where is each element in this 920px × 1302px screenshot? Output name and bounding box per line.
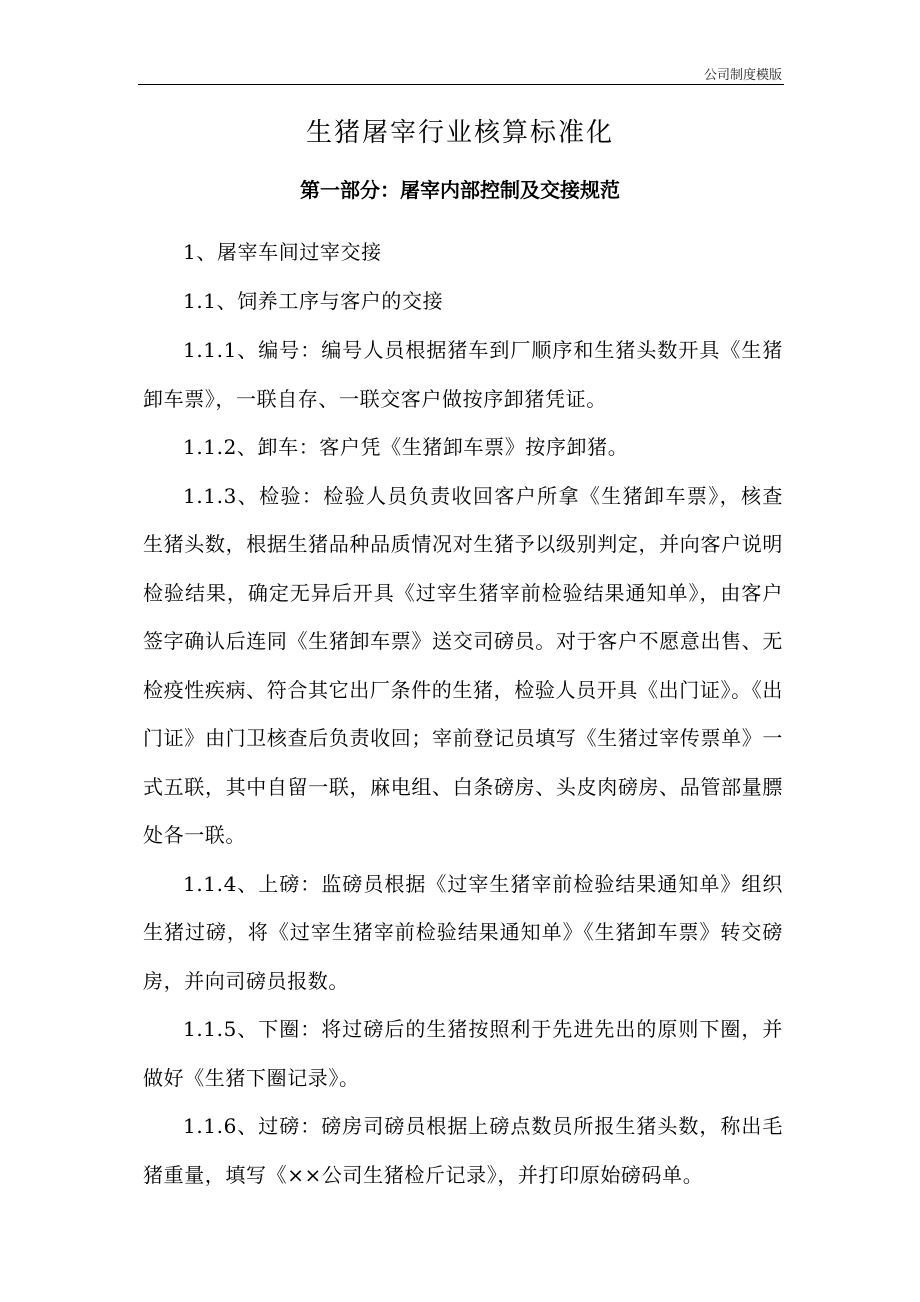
document-body xyxy=(143,228,783,1199)
header-label: 公司制度模版 xyxy=(703,68,782,83)
document-subtitle: 第一部分：屠宰内部控制及交接规范 xyxy=(300,178,620,202)
section-heading-1-1: 1.1、饲养工序与客户的交接 xyxy=(183,289,444,313)
document-title: 生猪屠宰行业核算标准化 xyxy=(305,118,614,148)
paragraph-weighing: 1.1.6、过磅：磅房司磅员根据上磅点数员所报生猪头数，称出毛猪重量，填写《××公司生猪检斤记录》，并打印原始磅码单。 xyxy=(143,1114,783,1187)
header-rule xyxy=(138,84,784,85)
paragraph-unloading: 1.1.2、卸车：客户凭《生猪卸车票》按序卸猪。 xyxy=(183,435,629,459)
paragraph-inspection: 1.1.3、检验：检验人员负责收回客户所拿《生猪卸车票》，核查生猪头数，根据生猪品种品质情况对生猪予以级别判定，并向客户说明检验结果，确定无异后开具《过宰生猪宰前检验结果通知单》，由客户签字确认后连同《生猪卸车票》送交司磅员。对于客户不愿意出售、无检疫性疾病、符合其它出厂条件的生猪，检验人员开具《出门证》。《出门证》由门卫核查后负责收回；宰前登记员填写《生猪过宰传票单》一式五联，其中自留一联，麻电组、白条磅房、头皮肉磅房、品管部量膘处各一联。 xyxy=(143,483,783,847)
paragraph-numbering: 1.1.1、编号：编号人员根据猪车到厂顺序和生猪头数开具《生猪卸车票》，一联自存、一联交客户做按序卸猪凭证。 xyxy=(143,338,783,411)
section-heading-1: 1、屠宰车间过宰交接 xyxy=(183,240,382,264)
paragraph-penning: 1.1.5、下圈：将过磅后的生猪按照利于先进先出的原则下圈，并做好《生猪下圈记录》。 xyxy=(143,1017,783,1090)
paragraph-weighing-up: 1.1.4、上磅：监磅员根据《过宰生猪宰前检验结果通知单》组织生猪过磅，将《过宰生猪宰前检验结果通知单》《生猪卸车票》转交磅房，并向司磅员报数。 xyxy=(143,871,783,993)
